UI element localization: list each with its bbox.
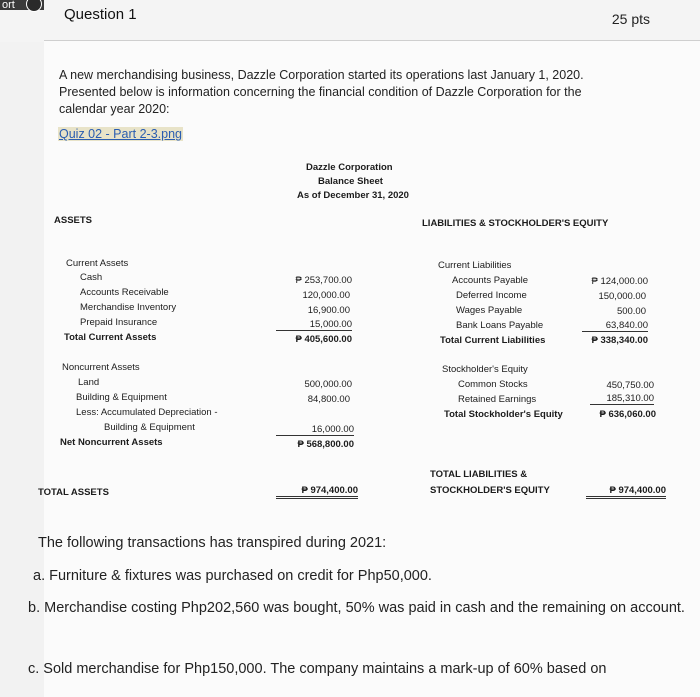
total-assets-value: ₱ 974,400.00 [276,485,358,499]
land-value: 500,000.00 [304,379,352,390]
building-label: Building & Equipment [76,392,167,403]
ar-label: Accounts Receivable [80,287,169,298]
transactions-lead: The following transactions has transpired during 2021: [38,535,387,551]
ap-label: Accounts Payable [452,275,529,286]
accdep-value: 16,000.00 [276,424,354,436]
question-title: Question 1 [64,6,137,23]
retained-earnings-label: Retained Earnings [458,394,537,405]
transaction-c: c. Sold merchandise for Php150,000. The company maintains a mark-up of 60% based on [28,661,607,677]
ap-value: ₱ 124,000.00 [591,276,648,287]
total-assets-label: TOTAL ASSETS [38,487,109,498]
deferred-income-label: Deferred Income [456,290,527,301]
question-points: 25 pts [611,11,650,27]
ar-value: 120,000.00 [302,290,350,301]
tlse-label-2: STOCKHOLDER'S EQUITY [430,485,550,496]
total-stockholders-equity-value: ₱ 636,060.00 [599,409,656,420]
transaction-a: a. Furniture & fixtures was purchased on credit for Php50,000. [33,568,432,584]
liabilities-heading: LIABILITIES & STOCKHOLDER'S EQUITY [422,218,609,229]
current-liabilities-label: Current Liabilities [438,260,512,271]
wages-label: Wages Payable [456,305,523,316]
current-assets-label: Current Assets [66,258,129,269]
net-noncurrent-label: Net Noncurrent Assets [60,437,163,448]
previous-tab-stub[interactable]: ort [0,0,44,10]
wages-value: 500.00 [616,306,646,317]
accdep-label: Less: Accumulated Depreciation - [76,407,218,418]
noncurrent-assets-label: Noncurrent Assets [62,362,140,373]
question-header [0,0,700,42]
bank-loans-value: 63,840.00 [582,320,648,332]
bank-loans-label: Bank Loans Payable [456,320,544,331]
common-stocks-value: 450,750.00 [606,380,654,391]
bs-date: As of December 31, 2020 [297,190,409,201]
stockholders-equity-label: Stockholder's Equity [442,364,528,375]
deferred-income-value: 150,000.00 [598,291,646,302]
inventory-value: 16,900.00 [307,305,350,316]
prepaid-value: 15,000.00 [276,319,352,331]
attachment-link[interactable]: Quiz 02 - Part 2-3.png [59,127,182,141]
bs-company: Dazzle Corporation [306,162,393,173]
bs-title: Balance Sheet [318,176,383,187]
land-label: Land [78,377,100,388]
building-value: 84,800.00 [307,394,350,405]
total-current-liabilities-label: Total Current Liabilities [440,335,546,346]
net-noncurrent-value: ₱ 568,800.00 [297,439,354,450]
cash-value: ₱ 253,700.00 [295,275,352,286]
accdep-label-2: Building & Equipment [104,422,195,433]
tlse-label-1: TOTAL LIABILITIES & [430,469,528,480]
total-current-assets-label: Total Current Assets [64,332,157,343]
flag-icon[interactable] [26,0,42,12]
total-current-liabilities-value: ₱ 338,340.00 [591,335,648,346]
cash-label: Cash [80,272,103,283]
common-stocks-label: Common Stocks [458,379,528,390]
balance-sheet-image [0,150,700,520]
retained-earnings-value: 185,310.00 [590,393,654,405]
total-current-assets-value: ₱ 405,600.00 [295,334,352,345]
question-intro-text: A new merchandising business, Dazzle Corporation started its operations last January 1, 2020. Presented below is information concerning the financial condition of Dazzle Corporation for the calendar year 2020: [59,68,584,116]
inventory-label: Merchandise Inventory [80,302,177,313]
total-stockholders-equity-label: Total Stockholder's Equity [444,409,563,420]
prepaid-label: Prepaid Insurance [80,317,158,328]
transaction-b: b. Merchandise costing Php202,560 was bought, 50% was paid in cash and the remaining on account. [28,600,685,616]
assets-heading: ASSETS [54,215,93,226]
tlse-value: ₱ 974,400.00 [586,485,666,499]
